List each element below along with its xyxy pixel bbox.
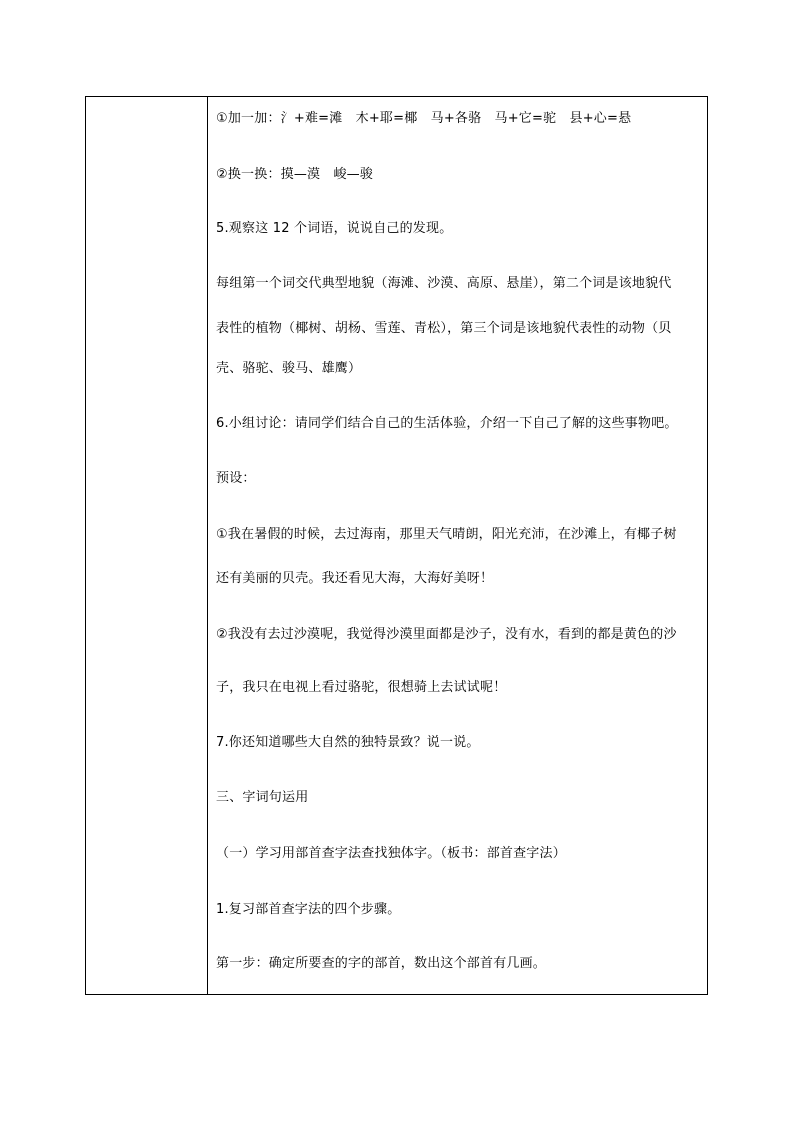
text-line-step-7: 7.你还知道哪些大自然的独特景致？说一说。 [216, 735, 480, 750]
text-line-answer-1: 每组第一个词交代典型地貌（海滩、沙漠、高原、悬崖），第二个词是该地貌代 [216, 276, 672, 291]
text-line-preset: 预设： [216, 471, 256, 486]
text-line-step-6: 6.小组讨论：请同学们结合自己的生活体验，介绍一下自己了解的这些事物吧。 [216, 416, 678, 431]
lesson-table [85, 96, 708, 995]
text-line-example-2a: ②我没有去过沙漠呢，我觉得沙漠里面都是沙子，没有水，看到的都是黄色的沙 [216, 627, 677, 642]
text-line-step-5: 5.观察这 12 个词语，说说自己的发现。 [216, 221, 453, 236]
text-line-subsection-1: （一）学习用部首查字法查找独体字。（板书：部首查字法） [216, 846, 566, 861]
text-line-add-radicals: ①加一加：氵+难=滩 木+耶=椰 马+各骆 马+它=驼 县+心=悬 [216, 111, 632, 126]
text-line-answer-3: 壳、骆驼、骏马、雄鹰） [216, 361, 362, 376]
text-line-review-steps: 1.复习部首查字法的四个步骤。 [216, 902, 401, 917]
text-line-example-1b: 还有美丽的贝壳。我还看见大海，大海好美呀！ [216, 571, 494, 586]
text-line-section-3: 三、字词句运用 [216, 790, 309, 805]
text-line-example-2b: 子，我只在电视上看过骆驼，很想骑上去试试呢！ [216, 680, 507, 695]
text-line-answer-2: 表性的植物（椰树、胡杨、雪莲、青松），第三个词是该地貌代表性的动物（贝 [216, 321, 672, 336]
text-line-first-step: 第一步：确定所要查的字的部首，数出这个部首有几画。 [216, 956, 547, 971]
text-line-example-1a: ①我在暑假的时候，去过海南，那里天气晴朗，阳光充沛，在沙滩上，有椰子树 [216, 527, 677, 542]
lesson-content-cell [86, 97, 707, 994]
text-line-swap-radicals: ②换一换：摸—漠 峻—骏 [216, 167, 374, 182]
